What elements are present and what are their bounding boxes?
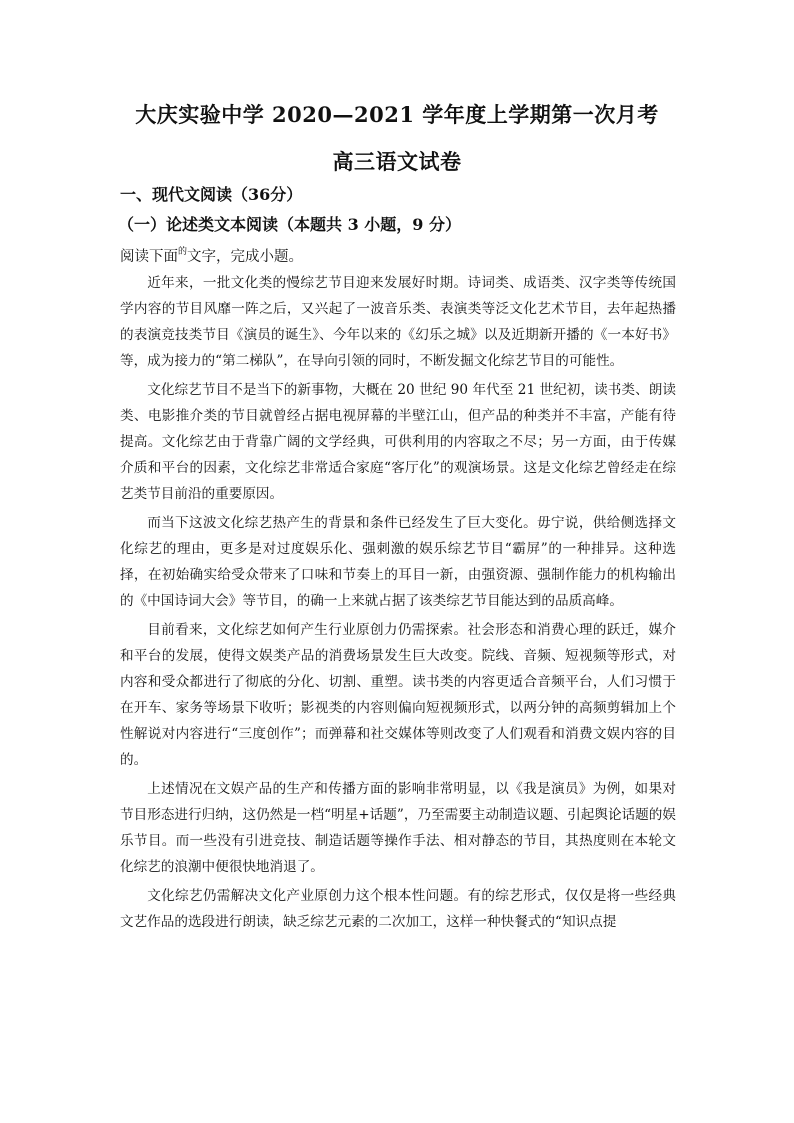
passage-body bbox=[120, 270, 676, 938]
passage-paragraph-6: 文化综艺仍需解决文化产业原创力这个根本性问题。有的综艺形式，仅仅是将一些经典文艺作品的选段进行朗读，缺乏综艺元素的二次加工，这样一种快餐式的“知识点提 bbox=[120, 888, 676, 930]
passage-paragraph-1: 近年来，一批文化类的慢综艺节目迎来发展好时期。诗词类、成语类、汉字类等传统国学内容的节目风靡一阵之后，又兴起了一波音乐类、表演类等泛文化艺术节目，去年起热播的表演竞技类节目《演员的诞生》、今年以来的《幻乐之城》以及近期新开播的《一本好书》等，成为接力的“第二梯队”，在导向引领的同时，不断发掘文化综艺节目的可能性。 bbox=[120, 275, 676, 369]
exam-title: 大庆实验中学 2020—2021 学年度上学期第一次月考 bbox=[135, 102, 659, 127]
passage-paragraph-5: 上述情况在文娱产品的生产和传播方面的影响非常明显，以《我是演员》为例，如果对节目形态进行归纳，这仍然是一档“明星+话题”，乃至需要主动制造议题、引起舆论话题的娱乐节目。而一些没有引进竞技、制造话题等操作手法、相对静态的节目，其热度则在本轮文化综艺的浪潮中便很快地消退了。 bbox=[120, 781, 676, 875]
reading-instruction bbox=[120, 244, 303, 266]
passage-paragraph-4: 目前看来，文化综艺如何产生行业原创力仍需探索。社会形态和消费心理的跃迁，媒介和平台的发展，使得文娱类产品的消费场景发生巨大改变。院线、音频、短视频等形式，对内容和受众都进行了彻底的分化、切割、重塑。读书类的内容更适合音频平台，人们习惯于在开车、家务等场景下收听；影视类的内容则偏向短视频形式，以两分钟的高频剪辑加上个性解说对内容进行“三度创作”；而弹幕和社交媒体等则改变了人们观看和消费文娱内容的目的。 bbox=[120, 622, 676, 768]
passage-paragraph-3: 而当下这波文化综艺热产生的背景和条件已经发生了巨大变化。毋宁说，供给侧选择文化综艺的理由，更多是对过度娱乐化、强刺激的娱乐综艺节目“霸屏”的一种排异。这种选择，在初始确实给受众带来了口味和节奏上的耳目一新，由强资源、强制作能力的机构输出的《中国诗词大会》等节目，的确一上来就占据了该类综艺节目能达到的品质高峰。 bbox=[120, 515, 676, 609]
subsection-heading: （一）论述类文本阅读（本题共 3 小题，9 分） bbox=[118, 215, 461, 234]
exam-subtitle: 高三语文试卷 bbox=[332, 149, 462, 174]
section-heading: 一、现代文阅读（36分） bbox=[120, 185, 303, 204]
instruction-superscript: 的 bbox=[178, 247, 188, 257]
instruction-text-pre: 阅读下面 bbox=[120, 249, 178, 265]
passage-paragraph-2: 文化综艺节目不是当下的新事物，大概在 20 世纪 90 年代至 21 世纪初，读书类、朗读类、电影推介类的节目就曾经占据电视屏幕的半壁江山，但产品的种类并不丰富，产能有待提高。文化综艺由于背靠广阔的文学经典，可供利用的内容取之不尽；另一方面，由于传媒介质和平台的因素，文化综艺非常适合家庭“客厅化”的观演场景。这是文化综艺曾经走在综艺类节目前沿的重要原因。 bbox=[120, 382, 676, 502]
instruction-text-post: 文字，完成小题。 bbox=[187, 249, 304, 265]
